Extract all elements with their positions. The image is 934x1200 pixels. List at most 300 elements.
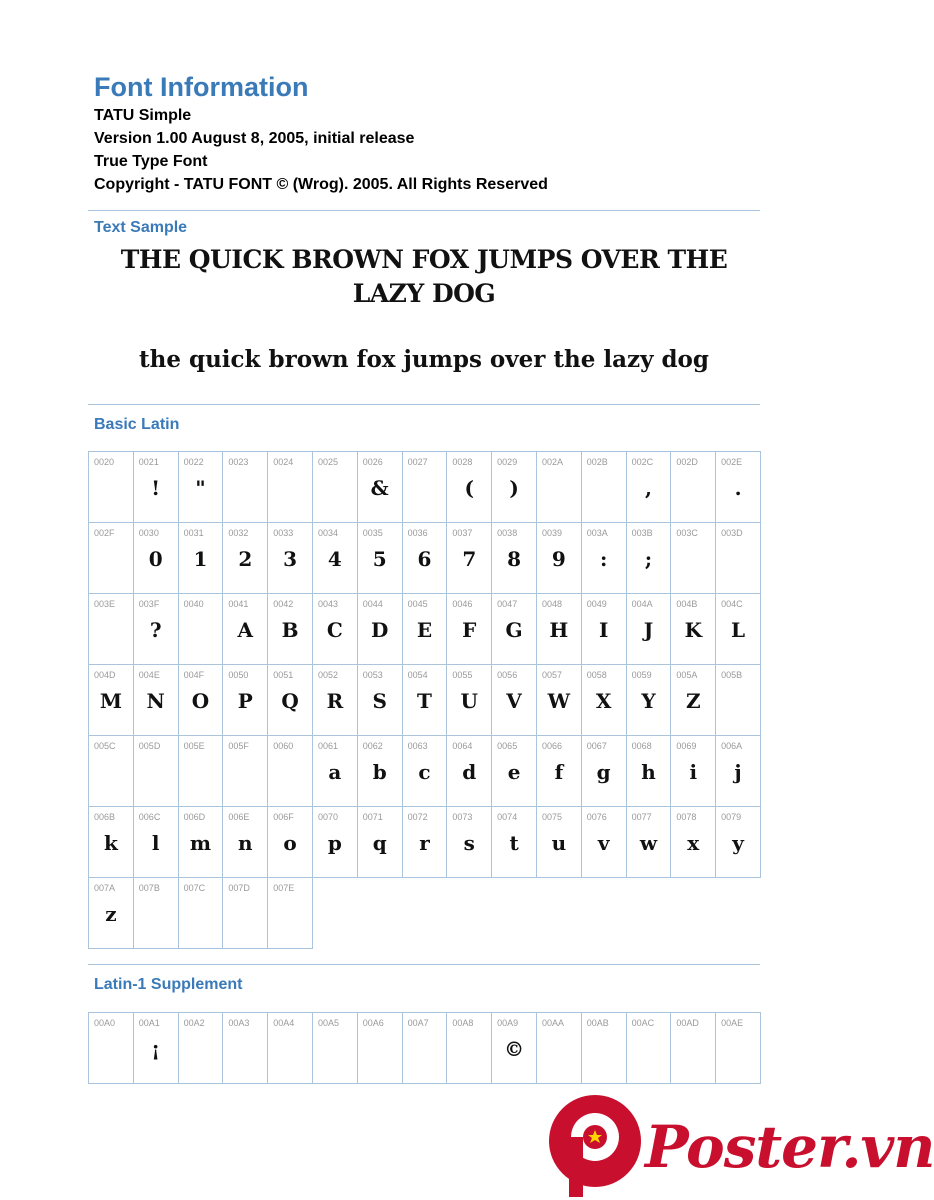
- glyph-char: !: [151, 476, 161, 500]
- glyph-char: Q: [281, 689, 299, 713]
- glyph-cell: [671, 452, 716, 523]
- glyph-code: 00A6: [362, 1018, 384, 1028]
- glyph-char: w: [639, 831, 658, 855]
- glyph-cell: [179, 452, 224, 523]
- glyph-cell: [134, 452, 179, 523]
- glyph-code: 00A3: [228, 1018, 250, 1028]
- glyph-cell: [537, 736, 582, 807]
- glyph-char: c: [418, 760, 431, 784]
- glyph-char: p: [327, 831, 342, 855]
- glyph-cell: [358, 523, 403, 594]
- glyph-cell: [403, 807, 448, 878]
- glyph-code: 00A1: [138, 1018, 160, 1028]
- glyph-code: 0069: [676, 741, 697, 751]
- glyph-cell: [358, 594, 403, 665]
- glyph-code: 0043: [317, 599, 339, 609]
- glyph-cell: [268, 878, 313, 949]
- glyph-char: Z: [685, 689, 701, 713]
- glyph-code: 00A0: [94, 1018, 116, 1028]
- glyph-char: 6: [417, 547, 432, 571]
- glyph-cell: [537, 1013, 582, 1084]
- glyph-code: 007D: [228, 883, 250, 893]
- glyph-cell: [179, 594, 224, 665]
- glyph-cell: [268, 594, 313, 665]
- glyph-cell: [627, 807, 672, 878]
- glyph-cell: [313, 807, 358, 878]
- glyph-cell: [403, 594, 448, 665]
- glyph-code: 0032: [228, 528, 249, 538]
- glyph-code: 0033: [273, 528, 294, 538]
- glyph-code: 0079: [721, 812, 742, 822]
- glyph-code: 0039: [541, 528, 562, 538]
- glyph-char: e: [507, 760, 521, 784]
- glyph-cell: [671, 594, 716, 665]
- glyph-cell: [671, 665, 716, 736]
- glyph-cell: [492, 665, 537, 736]
- glyph-code: 006F: [273, 812, 294, 822]
- glyph-cell: [268, 736, 313, 807]
- glyph-cell: [716, 1013, 761, 1084]
- glyph-code: 00A5: [317, 1018, 340, 1028]
- glyph-code: 0049: [586, 599, 607, 609]
- glyph-cell: [134, 523, 179, 594]
- glyph-code: 002B: [586, 457, 608, 467]
- glyph-code: 0078: [676, 812, 697, 822]
- glyph-char: E: [416, 618, 433, 642]
- glyph-code: 007A: [94, 883, 116, 893]
- glyph-char: a: [328, 760, 342, 784]
- glyph-cell: [627, 452, 672, 523]
- glyph-cell: [492, 452, 537, 523]
- glyph-code: 0053: [362, 670, 383, 680]
- glyph-char: 2: [238, 547, 253, 571]
- glyph-char: 0: [148, 547, 163, 571]
- glyph-char: 8: [507, 547, 522, 571]
- glyph-cell: [313, 1013, 358, 1084]
- glyph-code: 004D: [94, 670, 116, 680]
- glyph-cell: [134, 665, 179, 736]
- glyph-char: L: [731, 618, 746, 642]
- glyph-char: o: [283, 831, 297, 855]
- glyph-cell: [358, 736, 403, 807]
- glyph-cell: [223, 594, 268, 665]
- glyph-code: 006C: [138, 812, 161, 822]
- glyph-char: n: [238, 831, 253, 855]
- glyph-char: j: [734, 760, 742, 784]
- glyph-cell: [492, 1013, 537, 1084]
- glyph-code: 0030: [138, 528, 159, 538]
- glyph-code: 0037: [452, 528, 473, 538]
- glyph-cell: [223, 878, 268, 949]
- glyph-char: A: [237, 618, 254, 642]
- glyph-code: 0021: [138, 457, 159, 467]
- glyph-char: f: [554, 760, 564, 784]
- glyph-cell: [537, 807, 582, 878]
- glyph-code: 0044: [362, 599, 383, 609]
- glyph-code: 006D: [183, 812, 206, 822]
- glyph-code: 003C: [676, 528, 698, 538]
- glyph-code: 0041: [228, 599, 249, 609]
- glyph-cell: [89, 736, 134, 807]
- glyph-code: 002A: [541, 457, 563, 467]
- glyph-char: g: [596, 760, 611, 784]
- glyph-code: 004A: [631, 599, 653, 609]
- glyph-code: 0025: [317, 457, 339, 467]
- glyph-cell: [134, 807, 179, 878]
- glyph-code: 002F: [94, 528, 115, 538]
- font-info-header: [94, 70, 548, 196]
- glyph-cell: [358, 452, 403, 523]
- glyph-code: 006A: [721, 741, 743, 751]
- glyph-code: 007C: [183, 883, 206, 893]
- glyph-cell: [313, 594, 358, 665]
- glyph-cell: [134, 878, 179, 949]
- glyph-cell: [627, 736, 672, 807]
- glyph-code: 0029: [497, 457, 518, 467]
- glyph-char: ): [509, 476, 519, 500]
- glyph-cell: [671, 736, 716, 807]
- glyph-char: X: [595, 689, 612, 713]
- glyph-cell: [537, 452, 582, 523]
- glyph-cell: [627, 665, 672, 736]
- glyph-char: ;: [644, 547, 653, 571]
- glyph-cell: [582, 594, 627, 665]
- glyph-code: 0031: [183, 528, 204, 538]
- glyph-cell: [716, 736, 761, 807]
- glyph-cell: [223, 1013, 268, 1084]
- glyph-code: 006B: [94, 812, 116, 822]
- glyph-code: 0022: [183, 457, 204, 467]
- glyph-cell: [492, 807, 537, 878]
- glyph-cell: [582, 665, 627, 736]
- glyph-cell: [223, 665, 268, 736]
- glyph-code: 0065: [497, 741, 518, 751]
- glyph-char: y: [732, 831, 744, 855]
- glyph-code: 0024: [273, 457, 294, 467]
- glyph-code: 0038: [497, 528, 518, 538]
- glyph-code: 0070: [317, 812, 339, 822]
- glyph-cell: [179, 1013, 224, 1084]
- glyph-cell: [134, 736, 179, 807]
- glyph-code: 00A9: [497, 1018, 519, 1028]
- glyph-char: 4: [327, 547, 342, 571]
- glyph-cell: [492, 523, 537, 594]
- glyph-code: 003D: [721, 528, 743, 538]
- glyph-cell: [537, 665, 582, 736]
- glyph-char: J: [643, 618, 654, 642]
- glyph-cell: [447, 665, 492, 736]
- glyph-code: 005B: [721, 670, 743, 680]
- watermark-text: Poster.vn: [645, 1113, 934, 1181]
- glyph-char: :: [599, 547, 608, 571]
- glyph-char: D: [371, 618, 389, 642]
- glyph-char: q: [372, 831, 387, 855]
- glyph-char: F: [462, 618, 477, 642]
- glyph-cell: [179, 665, 224, 736]
- glyph-code: 002E: [721, 457, 743, 467]
- divider: [88, 210, 760, 211]
- glyph-code: 0062: [362, 741, 383, 751]
- glyph-code: 0045: [407, 599, 428, 609]
- glyph-cell: [403, 1013, 448, 1084]
- glyph-code: 0050: [228, 670, 249, 680]
- glyph-char: t: [509, 831, 519, 855]
- glyph-cell: [89, 878, 134, 949]
- glyph-char: 3: [283, 547, 298, 571]
- glyph-code: 0068: [631, 741, 652, 751]
- glyph-code: 0047: [497, 599, 518, 609]
- glyph-cell: [447, 1013, 492, 1084]
- glyph-code: 0075: [541, 812, 562, 822]
- glyph-cell: [268, 1013, 313, 1084]
- glyph-code: 0035: [362, 528, 383, 538]
- glyph-char: I: [598, 618, 609, 642]
- glyph-cell: [223, 807, 268, 878]
- glyph-code: 002D: [676, 457, 698, 467]
- glyph-code: 0026: [362, 457, 383, 467]
- glyph-char: H: [549, 618, 569, 642]
- glyph-char: ?: [149, 618, 162, 642]
- glyph-code: 0067: [586, 741, 607, 751]
- glyph-code: 0042: [273, 599, 294, 609]
- glyph-char: ©: [504, 1037, 525, 1061]
- glyph-cell: [358, 1013, 403, 1084]
- font-type: True Type Font: [94, 153, 208, 170]
- glyph-code: 0064: [452, 741, 473, 751]
- glyph-cell: [313, 523, 358, 594]
- glyph-cell: [179, 878, 224, 949]
- glyph-char: T: [417, 689, 432, 713]
- glyph-code: 0058: [586, 670, 607, 680]
- glyph-cell: [716, 452, 761, 523]
- glyph-cell: [447, 523, 492, 594]
- glyph-char: &: [370, 476, 389, 500]
- glyph-cell: [447, 452, 492, 523]
- glyph-char: 7: [462, 547, 477, 571]
- glyph-cell: [447, 594, 492, 665]
- page-title: Font Information: [94, 72, 309, 102]
- glyph-code: 006E: [228, 812, 250, 822]
- glyph-char: P: [237, 689, 253, 713]
- glyph-char: l: [151, 831, 160, 855]
- glyph-char: s: [463, 831, 475, 855]
- glyph-cell: [716, 523, 761, 594]
- glyph-cell: [447, 736, 492, 807]
- glyph-code: 003E: [94, 599, 116, 609]
- glyph-cell: [403, 665, 448, 736]
- glyph-code: 0027: [407, 457, 428, 467]
- glyph-code: 0028: [452, 457, 473, 467]
- glyph-cell: [223, 736, 268, 807]
- glyph-code: 005F: [228, 741, 249, 751]
- glyph-cell: [358, 807, 403, 878]
- glyph-cell: [268, 665, 313, 736]
- sample-lowercase: the quick brown fox jumps over the lazy dog: [139, 346, 709, 373]
- glyph-cell: [268, 523, 313, 594]
- glyph-cell: [268, 807, 313, 878]
- glyph-char: m: [189, 831, 212, 855]
- glyph-code: 0048: [541, 599, 562, 609]
- glyph-code: 007E: [273, 883, 295, 893]
- glyph-char: ": [195, 476, 206, 500]
- glyph-cell: [134, 594, 179, 665]
- glyph-code: 0059: [631, 670, 652, 680]
- glyph-char: Y: [641, 689, 656, 713]
- glyph-char: x: [687, 831, 700, 855]
- glyph-cell: [537, 523, 582, 594]
- glyph-char: .: [734, 476, 742, 500]
- glyph-cell: [403, 523, 448, 594]
- glyph-code: 00AC: [631, 1018, 655, 1028]
- glyph-char: O: [191, 689, 210, 713]
- glyph-char: i: [689, 760, 698, 784]
- glyph-cell: [268, 452, 313, 523]
- glyph-cell: [223, 523, 268, 594]
- glyph-code: 0051: [273, 670, 294, 680]
- glyph-cell: [492, 594, 537, 665]
- glyph-code: 003F: [138, 599, 160, 609]
- glyph-code: 005A: [676, 670, 698, 680]
- glyph-code: 00A4: [273, 1018, 295, 1028]
- glyph-code: 007B: [138, 883, 160, 893]
- glyph-char: (: [464, 476, 474, 500]
- glyph-code: 0066: [541, 741, 562, 751]
- glyph-cell: [627, 1013, 672, 1084]
- glyph-code: 0034: [317, 528, 339, 538]
- glyph-cell: [358, 665, 403, 736]
- glyph-char: N: [146, 689, 165, 713]
- text-sample-heading: Text Sample: [94, 219, 188, 236]
- glyph-code: 0055: [452, 670, 473, 680]
- basic-latin-heading: Basic Latin: [94, 416, 180, 433]
- glyph-cell: [179, 736, 224, 807]
- glyph-code: 005C: [94, 741, 116, 751]
- glyph-char: W: [547, 689, 571, 713]
- sample-uppercase: THE QUICK BROWN FOX JUMPS OVER THE LAZY DOG: [120, 245, 728, 308]
- glyph-cell: [403, 452, 448, 523]
- glyph-char: B: [281, 618, 299, 642]
- glyph-code: 0071: [362, 812, 383, 822]
- glyph-cell: [492, 736, 537, 807]
- glyph-cell: [89, 1013, 134, 1084]
- glyph-char: K: [684, 618, 702, 642]
- glyph-cell: [89, 452, 134, 523]
- glyph-code: 003B: [631, 528, 653, 538]
- glyph-char: ,: [644, 476, 652, 500]
- glyph-cell: [671, 807, 716, 878]
- glyph-code: 0077: [631, 812, 652, 822]
- glyph-char: d: [462, 760, 477, 784]
- glyph-cell: [89, 807, 134, 878]
- glyph-code: 0036: [407, 528, 428, 538]
- font-name: TATU Simple: [94, 107, 192, 124]
- glyph-char: u: [551, 831, 567, 855]
- glyph-code: 0052: [317, 670, 339, 680]
- glyph-char: R: [326, 689, 344, 713]
- glyph-code: 002C: [631, 457, 654, 467]
- glyph-char: S: [372, 689, 387, 713]
- glyph-code: 0057: [541, 670, 562, 680]
- glyph-cell: [582, 807, 627, 878]
- glyph-cell: [313, 736, 358, 807]
- glyph-cell: [89, 665, 134, 736]
- glyph-char: ¡: [151, 1037, 161, 1061]
- glyph-code: 0020: [94, 457, 115, 467]
- glyph-cell: [627, 594, 672, 665]
- divider: [88, 404, 760, 405]
- glyph-char: h: [641, 760, 656, 784]
- glyph-cell: [537, 594, 582, 665]
- glyph-code: 0074: [497, 812, 518, 822]
- glyph-cell: [671, 1013, 716, 1084]
- glyph-code: 0072: [407, 812, 428, 822]
- glyph-code: 00AD: [676, 1018, 699, 1028]
- basic-latin-grid: [88, 451, 761, 949]
- glyph-code: 0023: [228, 457, 249, 467]
- glyph-cell: [313, 665, 358, 736]
- glyph-char: U: [460, 689, 478, 713]
- glyph-cell: [716, 807, 761, 878]
- glyph-char: M: [99, 689, 122, 713]
- glyph-code: 004E: [138, 670, 160, 680]
- glyph-cell: [447, 807, 492, 878]
- glyph-char: 1: [193, 547, 208, 571]
- glyph-char: v: [597, 831, 610, 855]
- glyph-code: 00A2: [183, 1018, 205, 1028]
- glyph-code: 0046: [452, 599, 473, 609]
- glyph-char: b: [372, 760, 387, 784]
- glyph-cell: [627, 523, 672, 594]
- glyph-code: 0060: [273, 741, 294, 751]
- glyph-cell: [179, 807, 224, 878]
- glyph-cell: [89, 523, 134, 594]
- glyph-cell: [582, 523, 627, 594]
- glyph-char: k: [103, 831, 118, 855]
- glyph-cell: [89, 594, 134, 665]
- glyph-char: V: [506, 689, 522, 713]
- glyph-code: 004B: [676, 599, 698, 609]
- glyph-code: 00AB: [586, 1018, 609, 1028]
- glyph-cell: [582, 1013, 627, 1084]
- glyph-code: 0056: [497, 670, 518, 680]
- glyph-code: 00AE: [721, 1018, 744, 1028]
- glyph-cell: [403, 736, 448, 807]
- glyph-code: 0040: [183, 599, 204, 609]
- glyph-char: 5: [372, 547, 387, 571]
- glyph-cell: [223, 452, 268, 523]
- glyph-char: G: [505, 618, 523, 642]
- glyph-cell: [671, 523, 716, 594]
- glyph-code: 0054: [407, 670, 428, 680]
- divider: [88, 964, 760, 965]
- glyph-code: 00AA: [541, 1018, 564, 1028]
- glyph-cell: [716, 665, 761, 736]
- glyph-code: 005D: [138, 741, 161, 751]
- glyph-cell: [134, 1013, 179, 1084]
- latin1-grid: [88, 1012, 761, 1084]
- glyph-cell: [582, 452, 627, 523]
- latin1-heading: Latin-1 Supplement: [94, 976, 243, 993]
- glyph-code: 0061: [317, 741, 339, 751]
- glyph-cell: [716, 594, 761, 665]
- glyph-code: 005E: [183, 741, 205, 751]
- glyph-char: z: [105, 902, 117, 926]
- glyph-code: 0073: [452, 812, 473, 822]
- glyph-code: 004F: [183, 670, 205, 680]
- font-version: Version 1.00 August 8, 2005, initial release: [94, 130, 415, 147]
- glyph-cell: [313, 452, 358, 523]
- glyph-char: C: [326, 618, 343, 642]
